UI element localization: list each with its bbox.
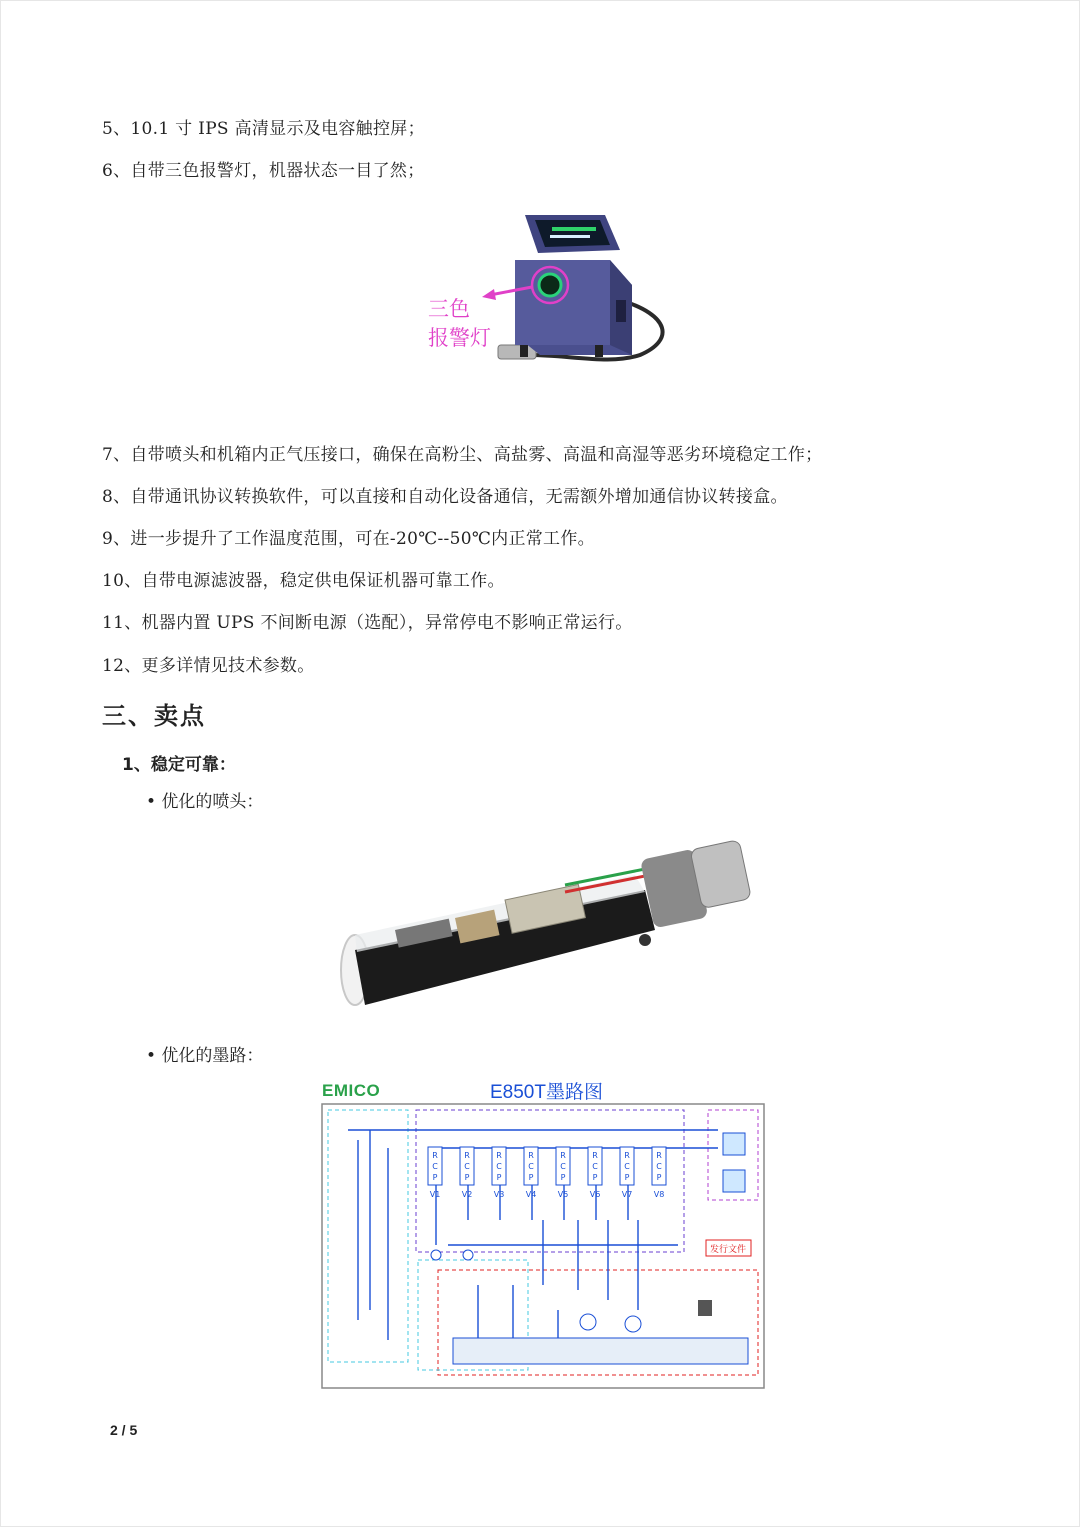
feature-9: 9、进一步提升了工作温度范围，可在-20℃--50℃内正常工作。 — [102, 529, 595, 549]
feature-12: 12、更多详情见技术参数。 — [102, 656, 315, 676]
valve-letter: C — [528, 1162, 534, 1171]
valve-label: V7 — [621, 1190, 633, 1199]
printer-figure — [420, 205, 670, 395]
bullet-ink-path: • 优化的墨路： — [146, 1046, 264, 1066]
ink-path-diagram — [318, 1075, 770, 1400]
feature-8: 8、自带通讯协议转换软件，可以直接和自动化设备通信，无需额外增加通信协议转接盒。 — [102, 487, 788, 507]
valve-letter: P — [624, 1173, 630, 1182]
valve-letter: P — [432, 1173, 438, 1182]
valve-letter: R — [560, 1151, 566, 1160]
valve-letter: P — [592, 1173, 598, 1182]
diagram-brand: EMICO — [322, 1081, 381, 1100]
valve-letter: P — [528, 1173, 534, 1182]
valve-letter: C — [624, 1162, 630, 1171]
valve-letter: C — [496, 1162, 502, 1171]
printhead-illustration — [335, 830, 755, 1020]
alarm-label-line2: 报警灯 — [428, 327, 491, 350]
valve-letter: R — [624, 1151, 630, 1160]
valve-letter: P — [560, 1173, 566, 1182]
valve-label: V4 — [525, 1190, 537, 1199]
feature-5: 5、10.1 寸 IPS 高清显示及电容触控屏； — [102, 119, 425, 139]
valve-letter: P — [464, 1173, 470, 1182]
valve-label: V1 — [429, 1190, 441, 1199]
valve-label: V6 — [589, 1190, 601, 1199]
diagram-red-label: 发行文件 — [709, 1245, 747, 1255]
feature-10: 10、自带电源滤波器，稳定供电保证机器可靠工作。 — [102, 571, 505, 591]
section-title: 三、卖点 — [102, 702, 206, 730]
printhead-figure — [335, 830, 755, 1020]
valve-letter: C — [560, 1162, 566, 1171]
valve-letter: P — [656, 1173, 662, 1182]
feature-11: 11、机器内置 UPS 不间断电源（选配），异常停电不影响正常运行。 — [102, 613, 633, 633]
diagram-schematic — [318, 1100, 770, 1400]
section-subtitle: 1、稳定可靠： — [122, 755, 236, 775]
valve-group — [428, 1147, 666, 1199]
valve-label: V2 — [461, 1190, 473, 1199]
valve-letter: R — [496, 1151, 502, 1160]
valve-letter: R — [528, 1151, 534, 1160]
feature-6: 6、自带三色报警灯，机器状态一目了然； — [102, 161, 425, 181]
valve-letter: R — [592, 1151, 598, 1160]
valve-letter: P — [496, 1173, 502, 1182]
valve-letter: C — [432, 1162, 438, 1171]
diagram-title: E850T墨路图 — [490, 1082, 603, 1103]
feature-7: 7、自带喷头和机箱内正气压接口，确保在高粉尘、高盐雾、高温和高湿等恶劣环境稳定工作； — [102, 445, 823, 465]
valve-letter: C — [464, 1162, 470, 1171]
valve-letter: C — [592, 1162, 598, 1171]
valve-letter: R — [656, 1151, 662, 1160]
valve-letter: R — [464, 1151, 470, 1160]
alarm-label-line1: 三色 — [428, 298, 470, 321]
bullet-nozzle: • 优化的喷头： — [146, 792, 264, 812]
valve-letter: C — [656, 1162, 662, 1171]
page-number: 2 / 5 — [110, 1422, 138, 1438]
valve-label: V8 — [653, 1190, 665, 1199]
valve-letter: R — [432, 1151, 438, 1160]
valve-label: V5 — [557, 1190, 569, 1199]
valve-label: V3 — [493, 1190, 505, 1199]
